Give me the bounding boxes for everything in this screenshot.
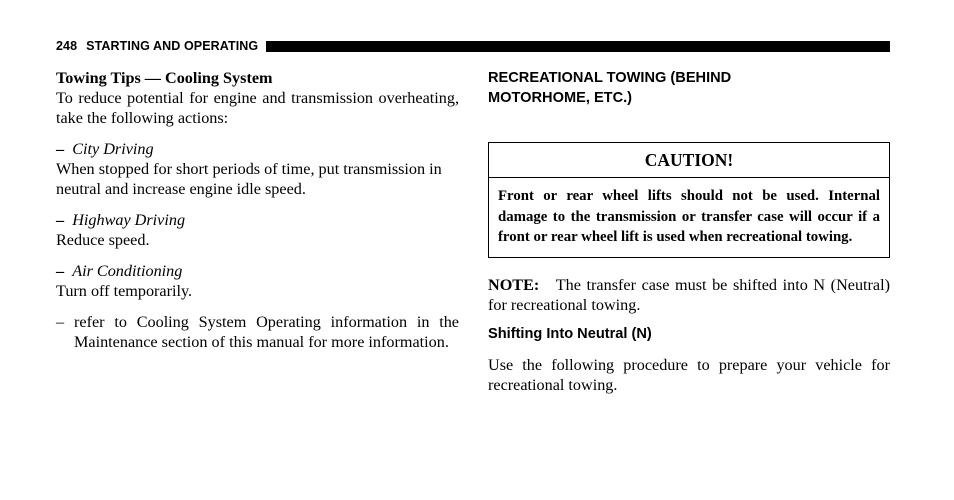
left-column	[56, 68, 459, 352]
page-number: 248	[56, 39, 78, 53]
item-dash: –	[56, 262, 65, 280]
right-column	[488, 68, 890, 395]
shifting-neutral-heading: Shifting Into Neutral (N)	[488, 325, 652, 342]
item-dash: –	[56, 211, 65, 229]
item-dash: –	[56, 140, 65, 158]
item-highway-driving	[56, 210, 459, 250]
cooling-tips-heading: Towing Tips — Cooling System	[56, 69, 273, 87]
refer-text: refer to Cooling System Operating information in the Maintenance section of this manual for more information.	[74, 313, 459, 351]
refer-dash: –	[56, 313, 65, 331]
procedure-text: Use the following procedure to prepare your vehicle for recreational towing.	[488, 355, 890, 394]
recreational-towing-heading-line1: RECREATIONAL TOWING (BEHIND	[488, 70, 732, 86]
page-header	[56, 38, 890, 54]
caution-title: CAUTION!	[489, 143, 889, 178]
item-text: Turn off temporarily.	[56, 282, 193, 300]
caution-text: Front or rear wheel lifts should not be used. Internal damage to the transmission or transfer case will occur if a front or rear wheel lift is used when recreational towing.	[498, 188, 880, 245]
caution-box	[488, 142, 890, 258]
cooling-tips-intro: To reduce potential for engine and transmission overheating, take the following actions:	[56, 89, 459, 127]
item-title: Highway Driving	[72, 211, 186, 229]
item-title: City Driving	[72, 140, 154, 158]
item-air-conditioning	[56, 261, 459, 301]
section-title: STARTING AND OPERATING	[86, 39, 259, 53]
item-city-driving	[56, 139, 459, 199]
refer-note	[56, 312, 459, 352]
note-text: The transfer case must be shifted into N (Neutral) for recreational towing.	[488, 275, 890, 314]
note-label: NOTE:	[488, 275, 540, 294]
recreational-towing-heading-line2: MOTORHOME, ETC.)	[488, 90, 633, 106]
note-paragraph	[488, 275, 890, 315]
header-rule	[266, 41, 890, 52]
item-text: Reduce speed.	[56, 231, 150, 249]
item-title: Air Conditioning	[72, 262, 183, 280]
item-text: When stopped for short periods of time, put transmission in neutral and increase engine idle speed.	[56, 160, 442, 198]
